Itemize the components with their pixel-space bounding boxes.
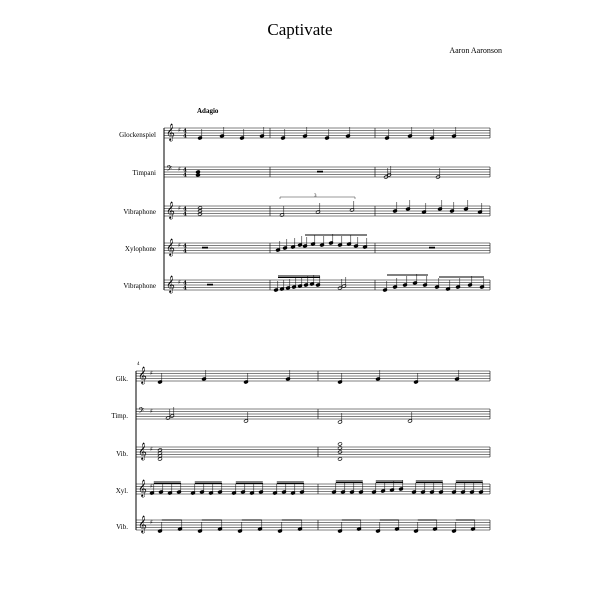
instrument-label: Vib.: [116, 450, 128, 458]
whole-rest: [202, 247, 208, 249]
sharp-sign: ♯: [178, 242, 181, 249]
note-head: [338, 457, 343, 461]
whole-rest: [429, 247, 435, 249]
sharp-sign: ♯: [178, 279, 181, 286]
treble-clef: 𝄞: [138, 442, 147, 460]
measure-number: 4: [137, 362, 140, 367]
treble-clef: 𝄞: [166, 201, 175, 219]
time-signature: 4: [183, 206, 187, 213]
time-signature: 4: [183, 285, 187, 292]
treble-clef: 𝄞: [138, 479, 147, 497]
bass-clef: 𝄢: [138, 407, 145, 418]
sharp-sign: ♯: [178, 127, 181, 134]
sharp-sign: ♯: [178, 205, 181, 212]
sharp-sign: ♯: [150, 483, 153, 490]
time-signature: 4: [183, 280, 187, 287]
sharp-sign: ♯: [150, 446, 153, 453]
treble-clef: 𝄞: [138, 515, 147, 533]
instrument-label: Vibraphone: [123, 282, 156, 290]
instrument-label: Timpani: [132, 169, 156, 177]
instrument-label: Vib.: [116, 523, 128, 531]
treble-clef: 𝄞: [166, 238, 175, 256]
tuplet-bracket: [280, 197, 355, 199]
score-title: Captivate: [267, 20, 333, 39]
treble-clef: 𝄞: [138, 366, 147, 384]
time-signature: 4: [183, 128, 187, 135]
instrument-label: Xylophone: [124, 245, 156, 253]
composer-name: Aaron Aaronson: [449, 46, 502, 55]
bass-clef: 𝄢: [166, 165, 173, 176]
instrument-label: Xyl.: [115, 487, 128, 495]
note-head: [196, 173, 201, 177]
time-signature: 4: [183, 167, 187, 174]
treble-clef: 𝄞: [166, 123, 175, 141]
time-signature: 4: [183, 172, 187, 179]
note-head: [338, 442, 343, 446]
instrument-label: Glockenspiel: [119, 131, 156, 139]
time-signature: 4: [183, 133, 187, 140]
whole-rest: [207, 284, 213, 286]
sharp-sign: ♯: [150, 408, 153, 415]
tuplet-number: 3: [314, 194, 317, 199]
instrument-label: Glk.: [115, 375, 128, 383]
sharp-sign: ♯: [150, 370, 153, 377]
note-head: [198, 212, 203, 216]
tempo-marking: Adagio: [197, 107, 219, 115]
sharp-sign: ♯: [150, 519, 153, 526]
note-head: [158, 457, 163, 461]
time-signature: 4: [183, 248, 187, 255]
time-signature: 4: [183, 243, 187, 250]
sharp-sign: ♯: [178, 166, 181, 173]
instrument-label: Vibraphone: [123, 208, 156, 216]
treble-clef: 𝄞: [166, 275, 175, 293]
whole-rest: [317, 171, 323, 173]
time-signature: 4: [183, 211, 187, 218]
instrument-label: Timp.: [111, 412, 128, 420]
